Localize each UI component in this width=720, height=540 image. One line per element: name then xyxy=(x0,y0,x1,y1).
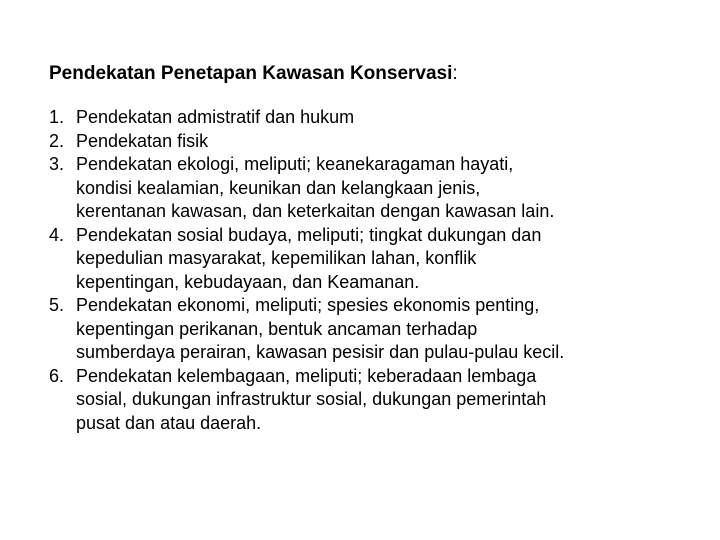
list-item xyxy=(49,294,689,365)
list-item xyxy=(49,224,689,295)
list-item-line: pusat dan atau daerah. xyxy=(76,412,262,433)
list-item-number: 1. xyxy=(49,107,65,127)
list-item-number: 4. xyxy=(49,224,65,245)
list-item-line: sumberdaya perairan, kawasan pesisir dan pulau-pulau kecil. xyxy=(76,342,565,362)
list-item-line: Pendekatan sosial budaya, meliputi; tingkat dukungan dan xyxy=(76,224,542,245)
list-item-number: 3. xyxy=(49,154,65,174)
list-item-line: kepentingan, kebudayaan, dan Keamanan. xyxy=(76,271,420,292)
approach-list xyxy=(49,106,689,435)
list-item-line: kepedulian masyarakat, kepemilikan lahan, konflik xyxy=(76,248,477,268)
list-item-line: Pendekatan kelembagaan, meliputi; keberadaan lembaga xyxy=(76,365,537,386)
list-item-line: sosial, dukungan infrastruktur sosial, dukungan pemerintah xyxy=(76,389,547,409)
list-item xyxy=(49,106,689,130)
list-item-line: kepentingan perikanan, bentuk ancaman terhadap xyxy=(76,318,478,339)
list-item-number: 2. xyxy=(49,130,65,151)
list-item-line: Pendekatan ekonomi, meliputi; spesies ekonomis penting, xyxy=(76,295,540,315)
list-item-line: Pendekatan ekologi, meliputi; keanekaragaman hayati, xyxy=(76,154,514,174)
list-item xyxy=(49,130,689,154)
list-item-line: kondisi kealamian, keunikan dan kelangkaan jenis, xyxy=(76,177,481,198)
list-item-number: 6. xyxy=(49,365,65,386)
slide-title-colon: : xyxy=(452,63,458,84)
list-item-line: kerentanan kawasan, dan keterkaitan dengan kawasan lain. xyxy=(76,201,555,221)
list-item-line: Pendekatan fisik xyxy=(76,130,209,151)
list-item-number: 5. xyxy=(49,295,65,315)
list-item xyxy=(49,153,689,224)
list-item xyxy=(49,365,689,436)
list-item-line: Pendekatan admistratif dan hukum xyxy=(76,107,355,127)
slide-title xyxy=(49,62,458,86)
slide-title-text: Pendekatan Penetapan Kawasan Konservasi xyxy=(49,63,453,84)
